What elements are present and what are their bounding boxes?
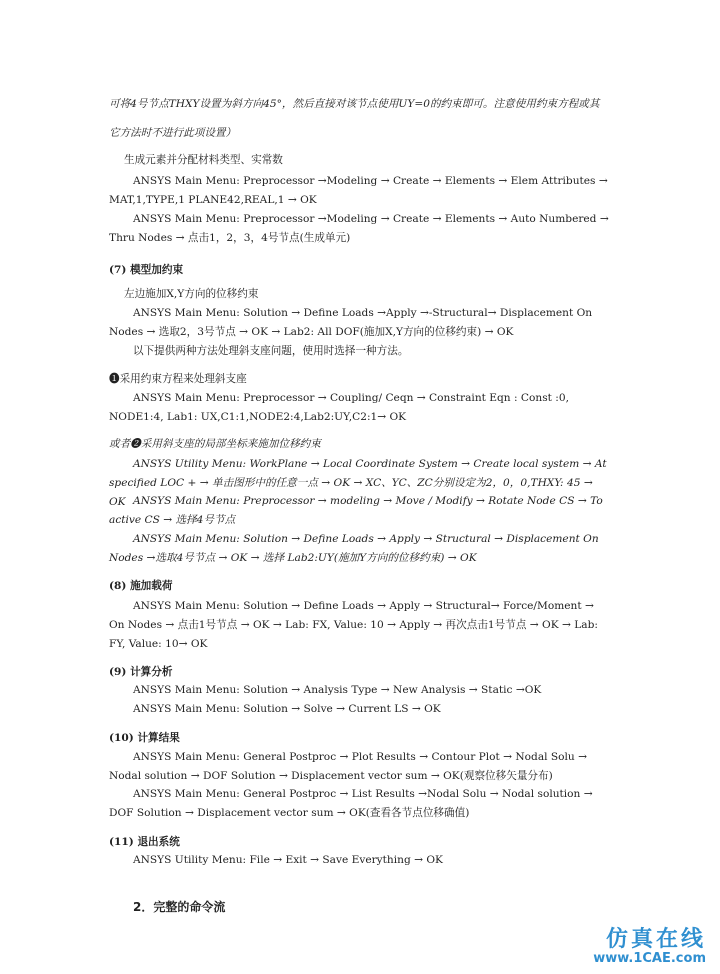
watermark-logo — [593, 922, 706, 966]
section-7-cmd: ANSYS Main Menu: Solution → Define Loads →Apply →-Structural→ Displacement On Nodes → 选取2，3号节点 → OK → Lab2: All DOF(施加X,Y方向的位移约束) → OK — [109, 307, 593, 338]
section-11-title: (11) 退出系统 — [109, 836, 180, 848]
method-2-cmd-2: ANSYS Main Menu: Preprocessor → modeling → Move / Modify → Rotate Node CS → To active CS → 选择4号节点 — [109, 495, 603, 526]
section-9-cmd-1: ANSYS Main Menu: Solution → Analysis Type → New Analysis → Static →OK — [133, 684, 542, 696]
section-8-cmd: ANSYS Main Menu: Solution → Define Loads → Apply → Structural→ Force/Moment → On Nodes → 点击1号节点 → OK → Lab: FX, Value: 10 → Apply → 再次点击1号节点 → OK → Lab: FY, Value: 10→ OK — [109, 600, 598, 650]
section-10-cmd-1: ANSYS Main Menu: General Postproc → Plot Results → Contour Plot → Nodal Solu → Nodal solution → DOF Solution → Displacement vector sum → OK(观察位移矢量分布) — [109, 751, 587, 782]
method-2-cmd-3: ANSYS Main Menu: Solution → Define Loads → Apply → Structural → Displacement On Nodes →选取4号节点 → OK → 选择 Lab2:UY(施加Y方向的位移约束) → OK — [109, 533, 599, 564]
section-10-title: (10) 计算结果 — [109, 732, 180, 744]
elements-heading: 生成元素并分配材料类型、实常数 — [124, 154, 283, 166]
method-2-title: 或者❷采用斜支座的局部坐标来施加位移约束 — [109, 438, 321, 450]
method-1-cmd: ANSYS Main Menu: Preprocessor → Coupling/ Ceqn → Constraint Eqn : Const :0, NODE1:4, Lab1: UX,C1:1,NODE2:4,Lab2:UY,C2:1→ OK — [109, 392, 569, 423]
elements-cmd-1: ANSYS Main Menu: Preprocessor →Modeling → Create → Elements → Elem Attributes → MAT,1,TYPE,1 PLANE42,REAL,1 → OK — [109, 175, 608, 206]
section-10-cmd-2: ANSYS Main Menu: General Postproc → List Results →Nodal Solu → Nodal solution → DOF Solution → Displacement vector sum → OK(查看各节点位移确值) — [109, 788, 593, 819]
section-9-cmd-2: ANSYS Main Menu: Solution → Solve → Current LS → OK — [133, 703, 441, 715]
method-1-title: ❶采用约束方程来处理斜支座 — [109, 373, 247, 385]
intro-line-2: 它方法时不进行此项设置） — [109, 127, 237, 139]
section-8-title: (8) 施加载荷 — [109, 580, 173, 592]
intro-line-1: 可将4号节点THXY设置为斜方向45°，然后直接对该节点使用UY=0的约束即可。注意使用约束方程或其 — [109, 98, 600, 110]
section-7-subtitle: 左边施加X,Y方向的位移约束 — [124, 288, 259, 300]
section-7-title: (7) 模型加约束 — [109, 264, 184, 276]
section-11-cmd: ANSYS Utility Menu: File → Exit → Save Everything → OK — [133, 854, 443, 866]
section-9-title: (9) 计算分析 — [109, 666, 173, 678]
watermark-url: www.1CAE.com — [593, 951, 706, 966]
next-section-heading: 2．完整的命令流 — [133, 900, 226, 914]
elements-cmd-2: ANSYS Main Menu: Preprocessor →Modeling → Create → Elements → Auto Numbered → Thru Nodes → 点击1，2，3，4号节点(生成单元) — [109, 213, 609, 244]
watermark-brand: 仿真在线 — [605, 927, 706, 952]
method-2-cmd-1: ANSYS Utility Menu: WorkPlane → Local Coordinate System → Create local system → At specified LOC + → 单击图形中的任意一点 → OK → XC、YC、ZC分别设定为2，0，0,THXY: 45 → OK — [109, 458, 607, 508]
section-7-note: 以下提供两种方法处理斜支座问题，使用时选择一种方法。 — [133, 345, 409, 357]
